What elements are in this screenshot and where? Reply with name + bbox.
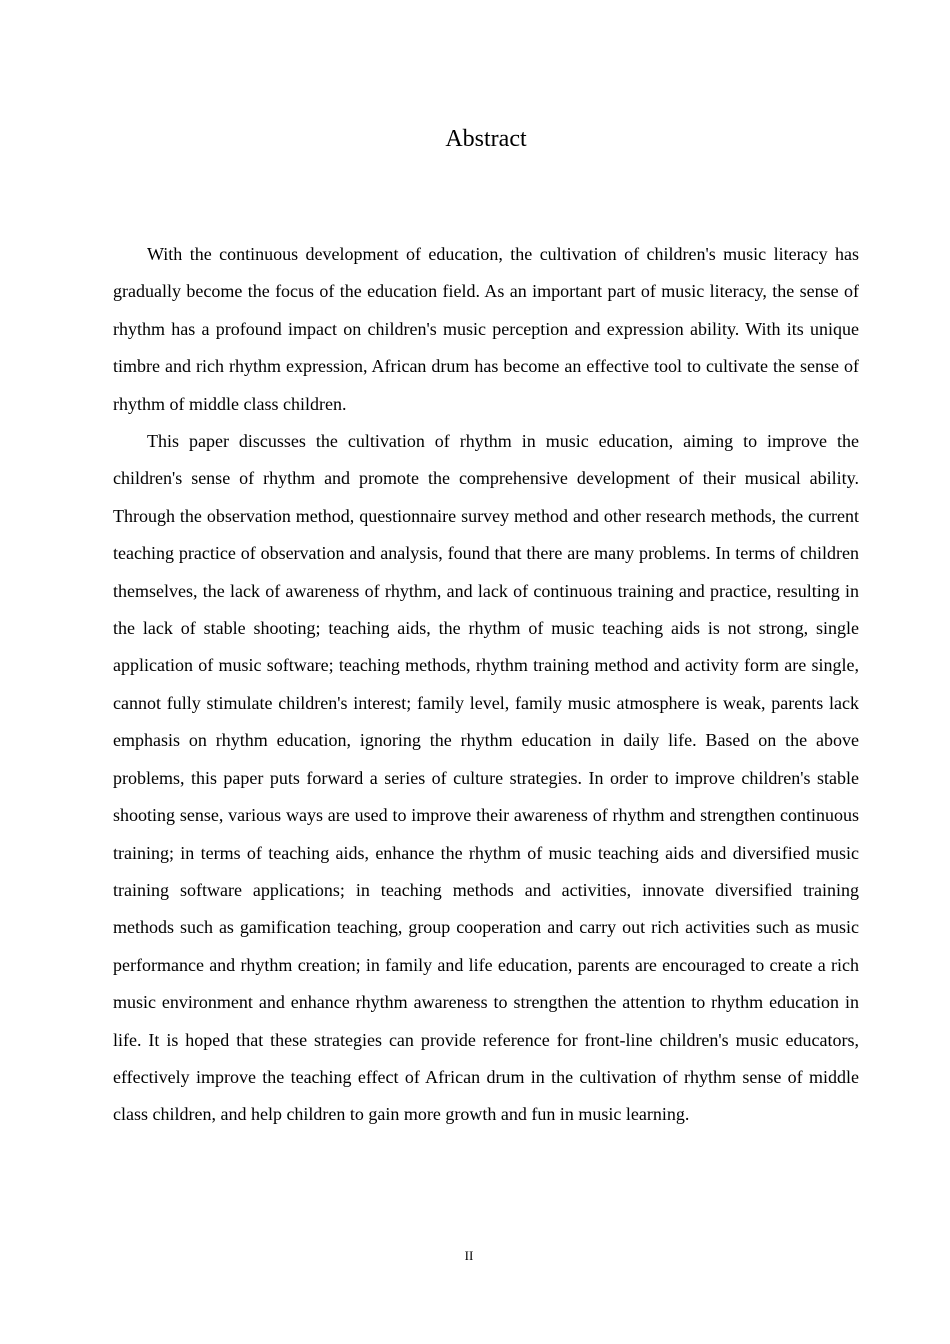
page-title: Abstract	[445, 126, 527, 152]
abstract-body	[113, 236, 859, 1134]
page-number: II	[464, 1248, 474, 1263]
abstract-paragraph-2: This paper discusses the cultivation of rhythm in music education, aiming to improve the children's sense of rhythm and promote the comprehensive development of their musical ability. Through the observation method, questionnaire survey method and other research methods, the current teaching practice of observation and analysis, found that there are many problems. In terms of children themselves, the lack of awareness of rhythm, and lack of continuous training and practice, resulting in the lack of stable shooting; teaching aids, the rhythm of music teaching aids is not strong, single application of music software; teaching methods, rhythm training method and activity form are single, cannot fully stimulate children's interest; family level, family music atmosphere is weak, parents lack emphasis on rhythm education, ignoring the rhythm education in daily life. Based on the above problems, this paper puts forward a series of culture strategies. In order to improve children's stable shooting sense, various ways are used to improve their awareness of rhythm and strengthen continuous training; in terms of teaching aids, enhance the rhythm of music teaching aids and diversified music training software applications; in teaching methods and activities, innovate diversified training methods such as gamification teaching, group cooperation and carry out rich activities such as music performance and rhythm creation; in family and life education, parents are encouraged to create a rich music environment and enhance rhythm awareness to strengthen the attention to rhythm education in life. It is hoped that these strategies can provide reference for front-line children's music educators, effectively improve the teaching effect of African drum in the cultivation of rhythm sense of middle class children, and help children to gain more growth and fun in music learning.	[113, 431, 859, 1125]
abstract-paragraph-1: With the continuous development of education, the cultivation of children's music literacy has gradually become the focus of the education field. As an important part of music literacy, the sense of rhythm has a profound impact on children's music perception and expression ability. With its unique timbre and rich rhythm expression, African drum has become an effective tool to cultivate the sense of rhythm of middle class children.	[113, 244, 859, 414]
